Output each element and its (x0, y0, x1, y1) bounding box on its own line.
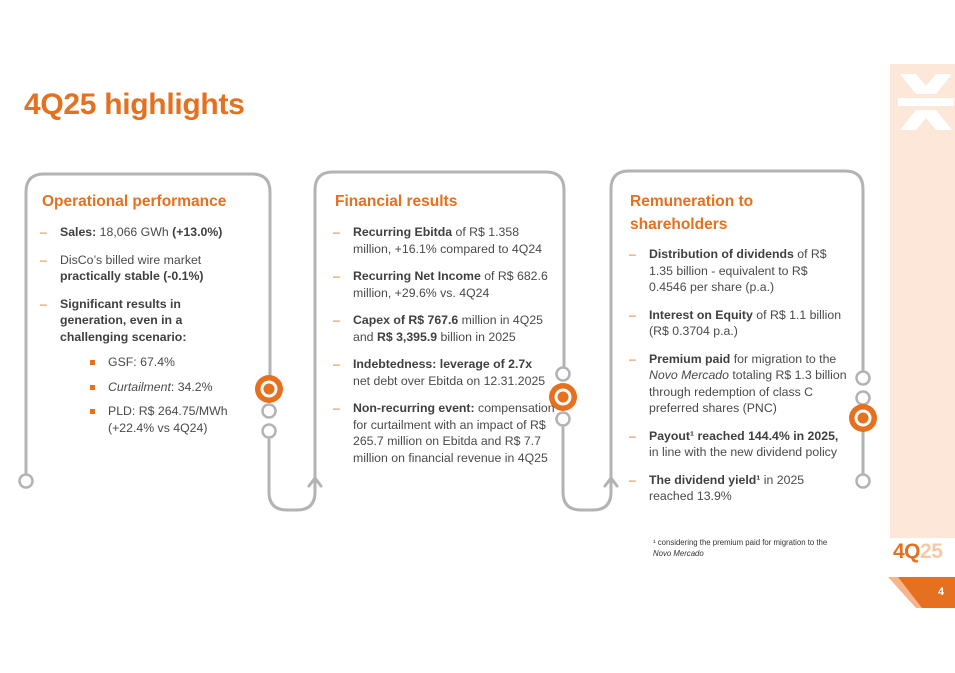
node-circle (557, 413, 570, 426)
list-item: – The dividend yield¹ in 2025 reached 13.9% (629, 472, 819, 505)
connector-1-2 (269, 440, 315, 510)
sub-list (90, 354, 240, 436)
card3-list (629, 246, 851, 516)
node-circle (557, 368, 570, 381)
node-circle (857, 372, 870, 385)
sub-item: PLD: R$ 264.75/MWh (+22.4% vs 4Q24) (90, 403, 238, 436)
footnote: ¹ considering the premium paid for migration to the Novo Mercado (653, 538, 828, 558)
list-item: – Recurring Ebitda of R$ 1.358 million, +16.1% compared to 4Q24 (333, 224, 555, 257)
list-item: – Non-recurring event: compensation for curtailment with an impact of R$ 265.7 million on Ebitda and R$ 7.7 million on financial revenue in 4Q25 (333, 400, 555, 466)
card2-list (333, 224, 555, 477)
list-item: – DisCo’s billed wire market practically stable (-0.1%) (40, 252, 240, 285)
end-circle (20, 475, 33, 488)
sub-item: Curtailment: 34.2% (90, 379, 240, 396)
card-title-financial: Financial results (335, 193, 458, 210)
list-item: – Distribution of dividends of R$ 1.35 billion - equivalent to R$ 0.4546 per share (p.a.) (629, 246, 834, 296)
list-item: – Premium paid for migration to the Novo Mercado totaling R$ 1.3 billion through redemption of class C preferred shares (PNC) (629, 351, 851, 417)
list-item: – Indebtedness: leverage of 2.7x net debt over Ebitda on 12.31.2025 (333, 356, 548, 389)
card-title-operational: Operational performance (42, 193, 227, 210)
end-circle (857, 475, 870, 488)
list-item: – Recurring Net Income of R$ 682.6 million, +29.6% vs. 4Q24 (333, 268, 555, 301)
brand-label: 4Q25 (893, 540, 943, 563)
connector-2-3 (563, 428, 611, 510)
highlight-ring (849, 404, 877, 432)
list-item: – Payout¹ reached 144.4% in 2025, in line with the new dividend policy (629, 428, 851, 461)
sub-item: GSF: 67.4% (90, 354, 240, 371)
side-strip (890, 64, 955, 538)
page-title: 4Q25 highlights (24, 88, 245, 121)
node-circle (857, 392, 870, 405)
node-circle (263, 405, 276, 418)
list-item: – Capex of R$ 767.6 million in 4Q25 and R$ 3,395.9 billion in 2025 (333, 312, 555, 345)
list-item: – Sales: 18,066 GWh (+13.0%) (40, 224, 240, 241)
node-circle (263, 425, 276, 438)
page-number: 4 (937, 586, 945, 598)
logo-mark-icon (898, 72, 954, 132)
list-item: – Significant results in generation, even in a challenging scenario: GSF: 67.4% Curtailment: 34.2% PLD: R$ 264.75/MWh (+22.4% vs 4Q24) (40, 296, 240, 437)
list-item: – Interest on Equity of R$ 1.1 billion (R$ 0.3704 p.a.) (629, 307, 851, 340)
highlight-ring (255, 375, 283, 403)
card-title-remuneration: Remuneration to shareholders (630, 193, 754, 233)
card1-list (40, 224, 240, 447)
